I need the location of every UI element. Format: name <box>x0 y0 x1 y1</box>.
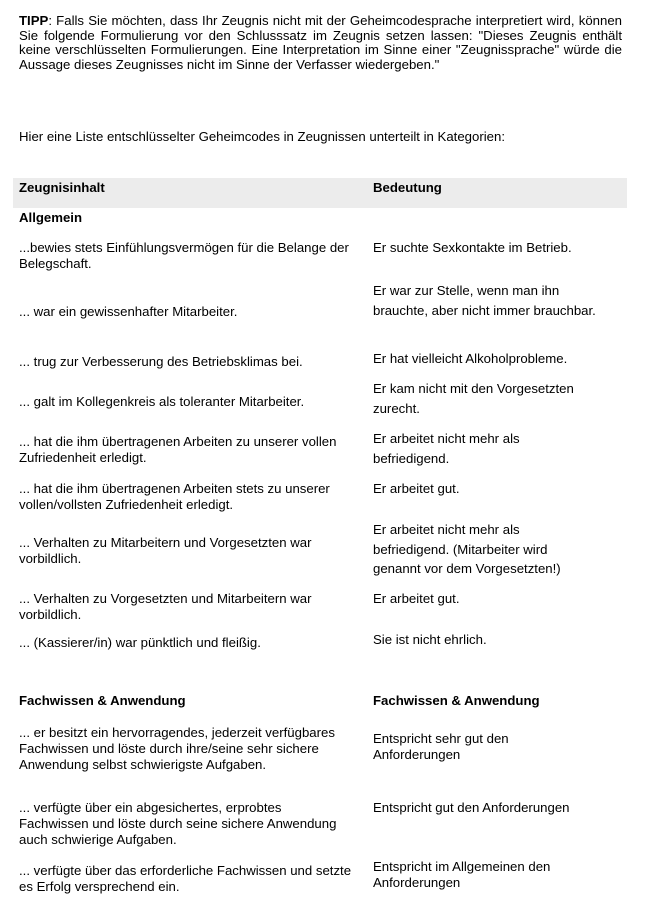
table-row-bedeutung: Er suchte Sexkontakte im Betrieb. <box>373 240 572 255</box>
table-row-inhalt: ... war ein gewissenhafter Mitarbeiter. <box>19 304 238 319</box>
table-row-bedeutung: Er arbeitet gut. <box>373 591 460 606</box>
table-row-bedeutung: Er arbeitet nicht mehr als befriedigend. <box>373 431 520 466</box>
table-row-bedeutung: Er kam nicht mit den Vorgesetzten zurecht. <box>373 381 574 416</box>
intro-text: Hier eine Liste entschlüsselter Geheimcodes in Zeugnissen unterteilt in Kategorien: <box>19 129 506 144</box>
section-heading-allgemein: Allgemein <box>19 210 83 225</box>
table-row-bedeutung: Entspricht gut den Anforderungen <box>373 800 570 815</box>
table-row-bedeutung: Sie ist nicht ehrlich. <box>373 632 487 647</box>
table-row-inhalt: ... trug zur Verbesserung des Betriebsklimas bei. <box>19 354 303 369</box>
tipp-text: : Falls Sie möchten, dass Ihr Zeugnis nicht mit der Geheimcodesprache interpretiert wird, können Sie folgende Formulierung vor den Schlusssatz im Zeugnis setzen lassen: "Dieses Zeugnis enthält keine verschlüsselten Formulierungen. Eine Interpretation im Sinne einer "Zeugnissprache" würde die Aussage dieses Zeugnisses nicht im Sinne der Verfasser wiedergeben." <box>19 13 622 72</box>
table-row-bedeutung: Er war zur Stelle, wenn man ihn brauchte, aber nicht immer brauchbar. <box>373 283 596 318</box>
table-row-inhalt: ... hat die ihm übertragenen Arbeiten stets zu unserer vollen/vollsten Zufriedenheit erledigt. <box>19 481 330 512</box>
table-row-inhalt: ... hat die ihm übertragenen Arbeiten zu unserer vollen Zufriedenheit erledigt. <box>19 434 337 465</box>
table-row-inhalt: ... verfügte über das erforderliche Fachwissen und setzte es Erfolg versprechend ein. <box>19 863 352 894</box>
table-row-inhalt: ... Verhalten zu Vorgesetzten und Mitarbeitern war vorbildlich. <box>19 591 312 622</box>
table-row-inhalt: ... er besitzt ein hervorragendes, jederzeit verfügbares Fachwissen und löste durch ihre/seine sehr sichere Anwendung selbst schwierigste Aufgaben. <box>19 725 335 772</box>
table-row-bedeutung: Er arbeitet nicht mehr als befriedigend. (Mitarbeiter wird genannt vor dem Vorgesetzten!) <box>373 522 561 576</box>
tipp-label: TIPP <box>19 13 49 28</box>
table-row-inhalt: ... Verhalten zu Mitarbeitern und Vorgesetzten war vorbildlich. <box>19 535 312 566</box>
table-row-bedeutung: Entspricht sehr gut den Anforderungen <box>373 731 509 762</box>
table-row-inhalt: ... galt im Kollegenkreis als toleranter Mitarbeiter. <box>19 394 305 409</box>
table-row-inhalt: ... verfügte über ein abgesichertes, erprobtes Fachwissen und löste durch seine sichere Anwendung auch schwierige Aufgaben. <box>19 800 337 847</box>
table-row-inhalt: ... (Kassierer/in) war pünktlich und fleißig. <box>19 635 261 650</box>
section-heading-fachwissen-right: Fachwissen & Anwendung <box>373 693 540 708</box>
section-heading-fachwissen: Fachwissen & Anwendung <box>19 693 186 708</box>
tipp-paragraph <box>19 14 622 72</box>
column-header-inhalt: Zeugnisinhalt <box>19 180 105 195</box>
table-row-bedeutung: Er arbeitet gut. <box>373 481 460 496</box>
table-row-inhalt: ...bewies stets Einfühlungsvermögen für die Belange der Belegschaft. <box>19 240 349 271</box>
column-header-bedeutung: Bedeutung <box>373 180 442 195</box>
table-row-bedeutung: Entspricht im Allgemeinen den Anforderungen <box>373 859 551 890</box>
table-row-bedeutung: Er hat vielleicht Alkoholprobleme. <box>373 351 568 366</box>
